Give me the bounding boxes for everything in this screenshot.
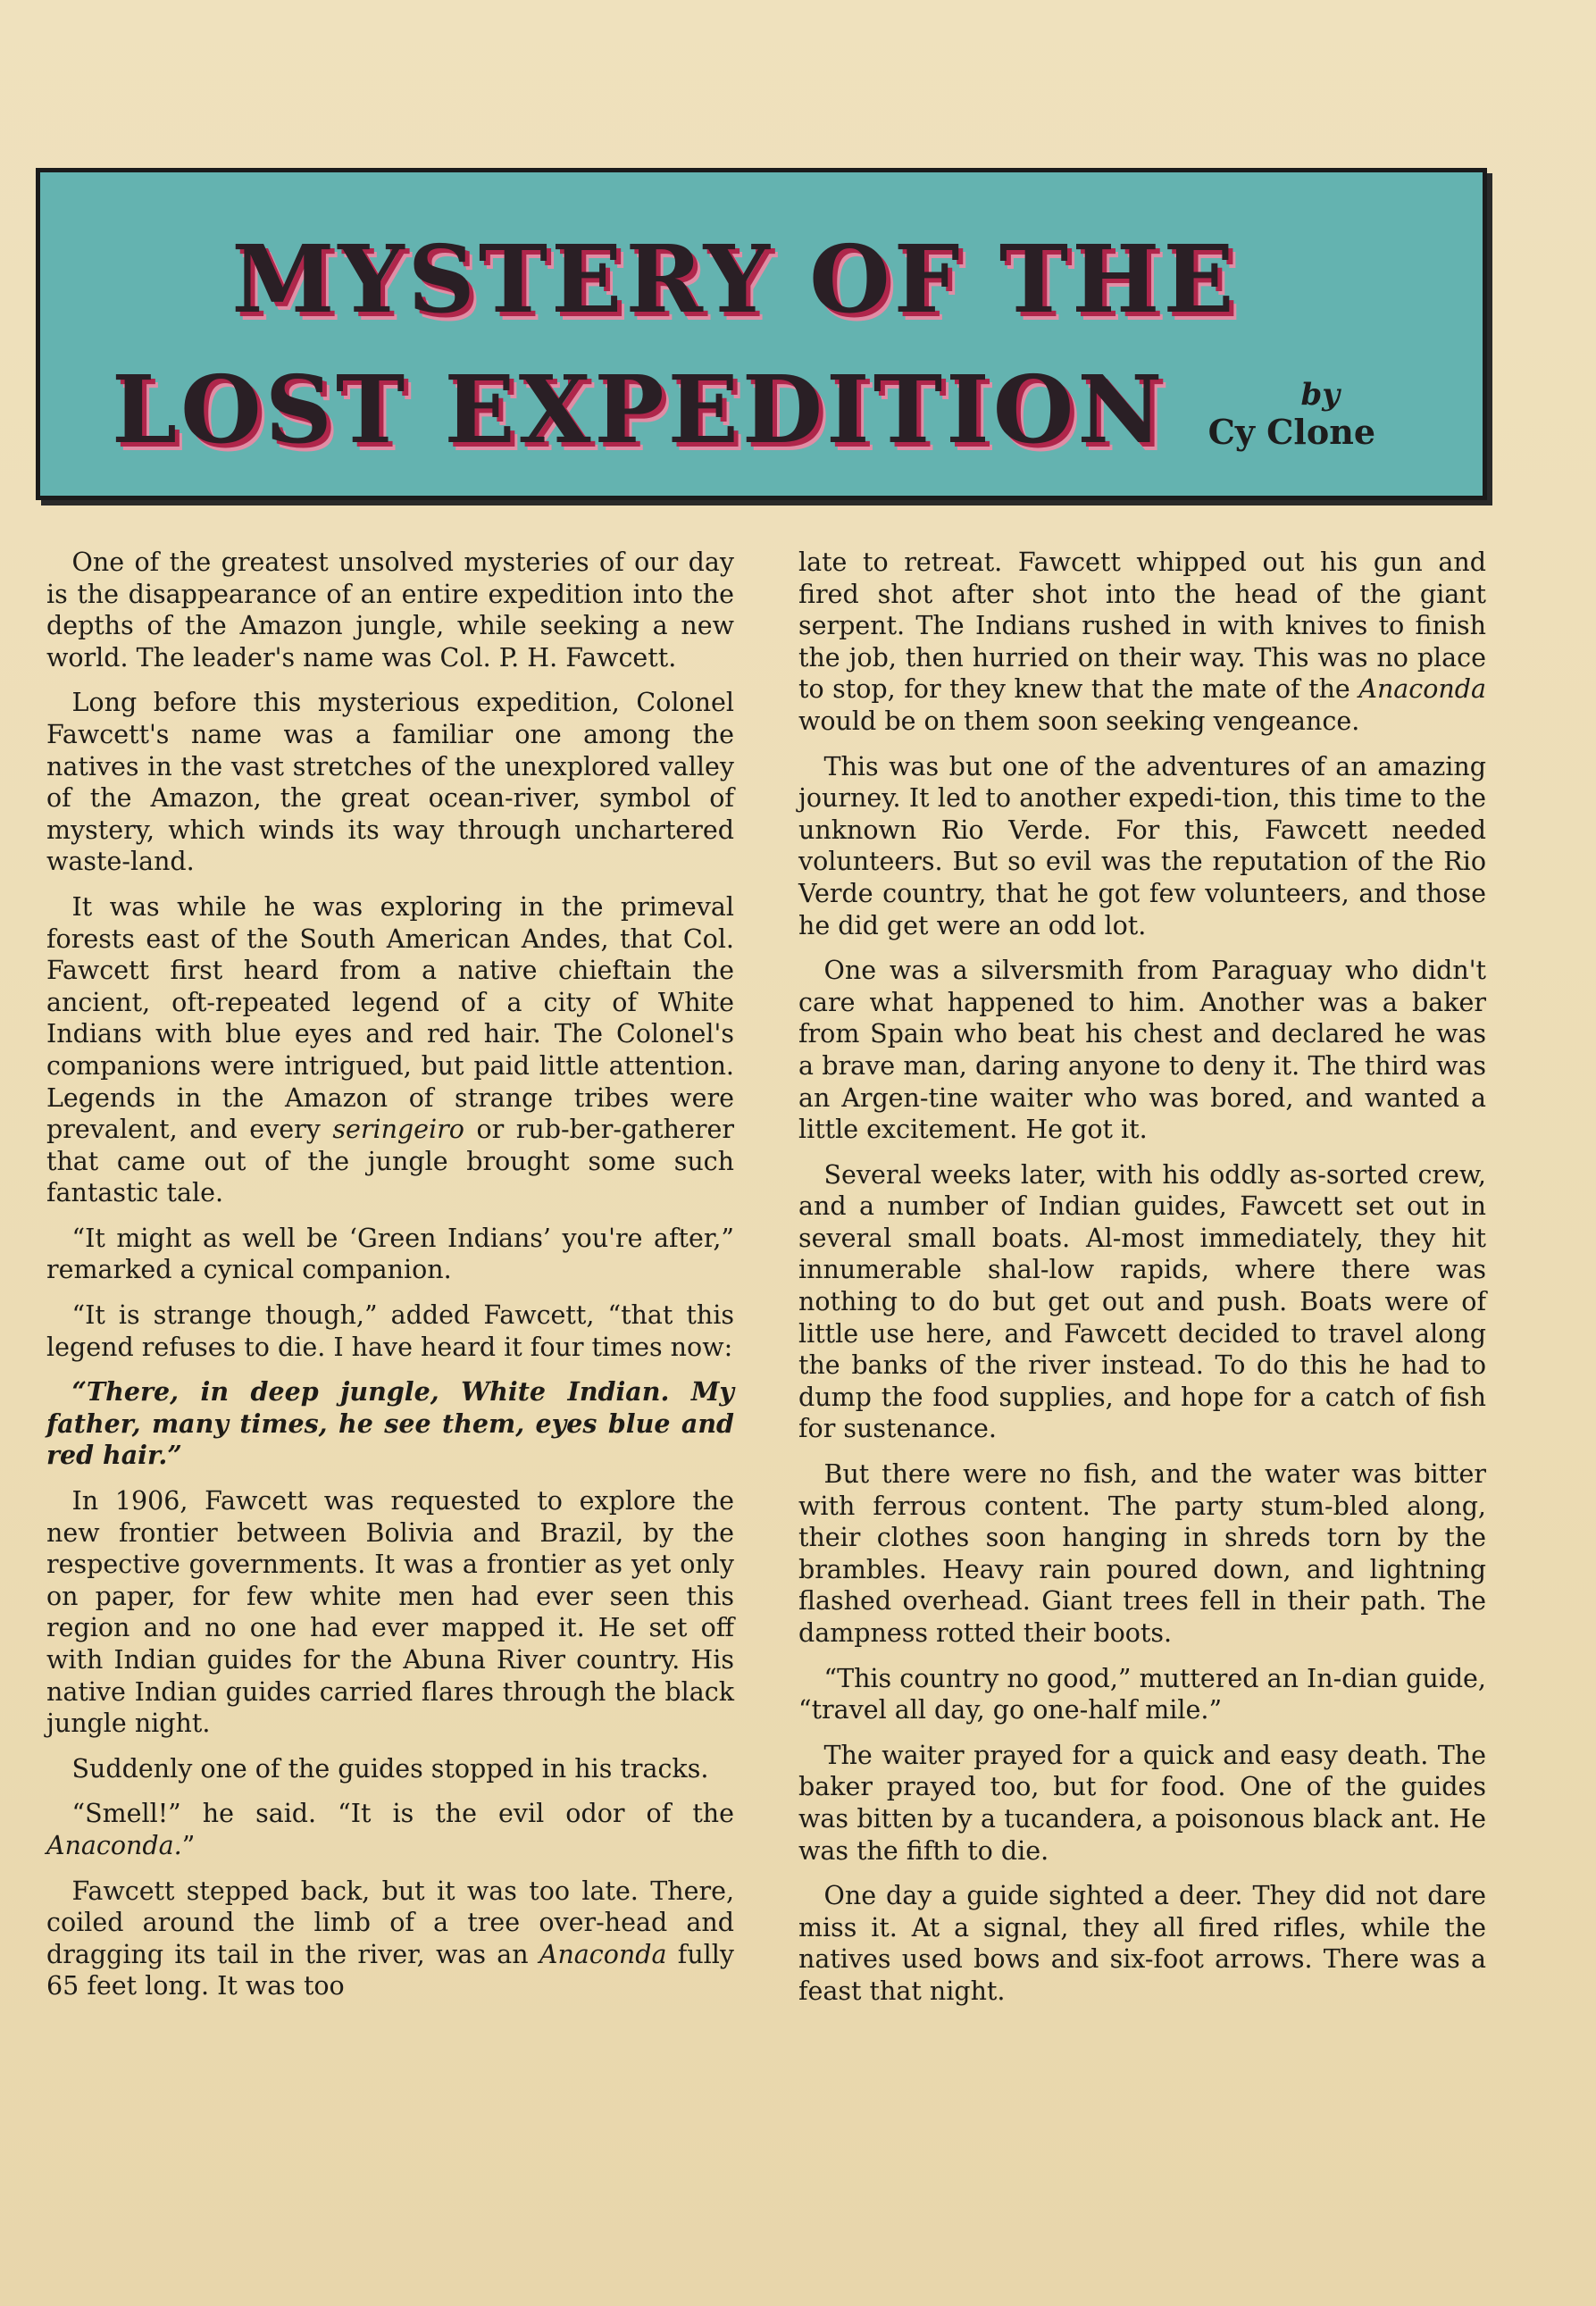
italic-term: Anaconda [1358, 674, 1486, 705]
story-title-line-1: MYSTERY OF THE [231, 224, 1238, 334]
text-column-right [798, 547, 1486, 2270]
paragraph: In 1906, Fawcett was requested to explore the new frontier between Bolivia and Brazil, by the respective governments. It was a frontier as yet only on paper, for few white men had ever seen this region and no one had ever mapped it. He set off with Indian guides for the Abuna River country. His native Indian guides carried flares through the black jungle night. [46, 1486, 734, 1739]
paragraph: “It might as well be ‘Green Indians’ you're after,” remarked a cynical companion. [46, 1223, 734, 1285]
byline-by: by [1300, 377, 1340, 413]
byline [1208, 378, 1375, 452]
paragraph: Suddenly one of the guides stopped in his tracks. [71, 1753, 709, 1784]
paragraph: Long before this mysterious expedition, Colonel Fawcett's name was a familiar one among the natives in the vast stretches of the unexplored valley of the Amazon, the great ocean-river, symbol of mystery, which winds its way through unchartered waste-land. [46, 688, 734, 877]
quoted-legend: “There, in deep jungle, White Indian. My father, many times, he see them, eyes blue and red hair.” [46, 1376, 734, 1471]
title-banner [36, 168, 1487, 500]
paragraph: One of the greatest unsolved mysteries of our day is the disappearance of an entire expedition into the depths of the Amazon jungle, while seeking a new world. The leader's name was Col. P. H. Fawcett. [46, 547, 734, 673]
text-column-left [46, 547, 734, 2270]
italic-term: Anaconda [539, 1939, 667, 1969]
paragraph: “Smell!” he said. “It is the evil odor of the Anaconda.” [46, 1799, 734, 1860]
paragraph: But there were no fish, and the water was bitter with ferrous content. The party stum-bled along, their clothes soon hanging in shreds torn by the brambles. Heavy rain poured down, and lightning flashed overhead. Giant trees fell in their path. The dampness rotted their boots. [798, 1459, 1486, 1648]
paragraph: One was a silversmith from Paraguay who didn't care what happened to him. Another was a baker from Spain who beat his chest and declared he was a brave man, daring anyone to deny it. The third was an Argen-tine waiter who was bored, and wanted a little excitement. He got it. [798, 956, 1486, 1145]
paragraph: The waiter prayed for a quick and easy death. The baker prayed too, but for food. One of the guides was bitten by a tucandera, a poisonous black ant. He was the fifth to die. [798, 1740, 1486, 1866]
author-name: Cy Clone [1207, 412, 1375, 453]
italic-term: seringeiro [332, 1115, 464, 1145]
paragraph: This was but one of the adventures of an amazing journey. It led to another expedi-tion, this time to the unknown Rio Verde. For this, Fawcett needed volunteers. But so evil was the reputation of the Rio Verde country, that he got few volunteers, and those he did get were an odd lot. [798, 751, 1486, 940]
paragraph: “This country no good,” muttered an In-dian guide, “travel all day, go one-half mile.” [798, 1663, 1486, 1725]
paragraph: “It is strange though,” added Fawcett, “that this legend refuses to die. I have heard it four times now: [46, 1300, 734, 1362]
paragraph: One day a guide sighted a deer. They did not dare miss it. At a signal, they all fired rifles, while the natives used bows and six-foot arrows. There was a feast that night. [798, 1881, 1486, 2006]
italic-term: Anaconda. [46, 1830, 182, 1860]
story-title-line-2: LOST EXPEDITION [112, 355, 1166, 464]
paragraph: late to retreat. Fawcett whipped out his gun and fired shot after shot into the head of the giant serpent. The Indians rushed in with knives to finish the job, then hurried on their way. This was no place to stop, for they knew that the mate of the Anaconda would be on them soon seeking vengeance. [798, 547, 1486, 736]
paragraph: It was while he was exploring in the primeval forests east of the South American Andes, that Col. Fawcett first heard from a native chieftain the ancient, oft-repeated legend of a city of White Indians with blue eyes and red hair. The Colonel's companions were intrigued, but paid little attention. Legends in the Amazon of strange tribes were prevalent, and every seringeiro or rub-ber-gatherer that came out of the jungle brought some such fantastic tale. [46, 891, 734, 1208]
paragraph: Several weeks later, with his oddly as-sorted crew, and a number of Indian guides, Fawcett set out in several small boats. Al-most immediately, they hit innumerable shal-low rapids, where there was nothing to do but get out and push. Boats were of little use here, and Fawcett decided to travel along the banks of the river instead. To do this he had to dump the food supplies, and hope for a catch of fish for sustenance. [798, 1159, 1486, 1444]
paragraph: Fawcett stepped back, but it was too late. There, coiled around the limb of a tree over-head and dragging its tail in the river, was an Anaconda fully 65 feet long. It was too [46, 1876, 735, 2001]
